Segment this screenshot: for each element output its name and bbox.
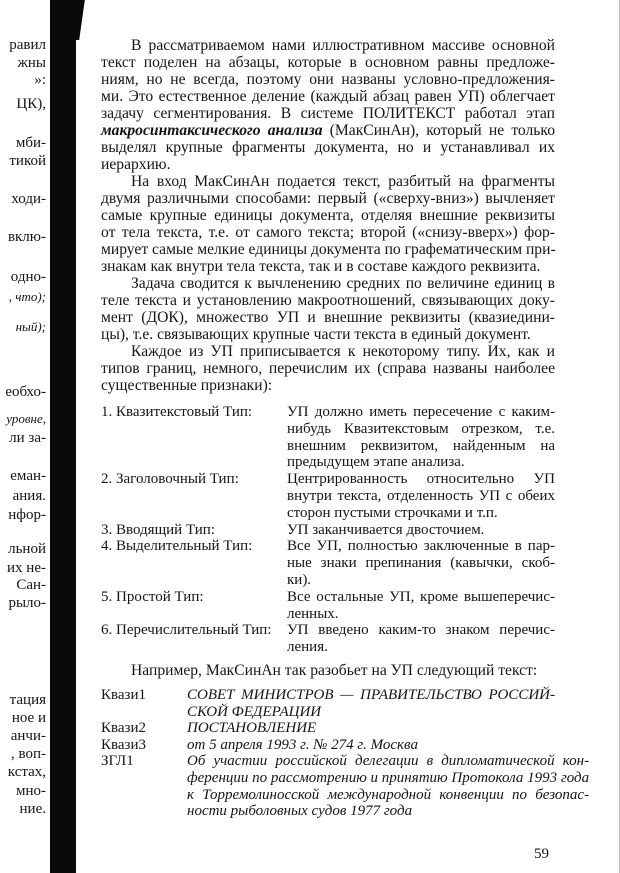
description-line: ки).: [287, 571, 312, 588]
facing-page-fragment: Сан-: [16, 577, 46, 593]
page-number: 59: [534, 846, 549, 862]
facing-page-fragment: нфор-: [8, 507, 46, 523]
text-line: от тела текста, т.е. от самого текста; второй («снизу-вверх») фор-: [101, 224, 555, 241]
text-line: задачу сегментирования. В системе ПОЛИТЕКСТ работал этап: [101, 105, 555, 122]
list-item: [101, 404, 555, 471]
facing-page-fragment: ное и: [11, 710, 46, 726]
facing-page-fragment: ли за-: [9, 430, 46, 446]
unit-type-name: 4. Выделительный Тип:: [101, 538, 253, 555]
description-line: УП введено каким-то знаком перечис-: [287, 622, 555, 639]
segment-text: [187, 720, 555, 737]
description-line: сторон пустыми строчками и т.п.: [287, 504, 498, 521]
description-line: нибудь Квазитекстовым отрезком, т.е.: [287, 420, 555, 437]
paragraph: [101, 37, 555, 173]
facing-page-fragment: ЦК),: [16, 96, 46, 112]
segment-text: [187, 737, 555, 754]
description-line: внутри текста, отделенность УП с обеих: [287, 487, 555, 504]
facing-page-fragment: одно-: [10, 269, 46, 285]
facing-page-fragment: уровне,: [6, 411, 46, 426]
facing-page-fragment: равил: [9, 37, 46, 53]
facing-page-fragment: их не-: [7, 560, 46, 576]
bold-term: макросинтаксического анализа: [101, 122, 323, 139]
segment-text: [187, 753, 589, 819]
description-line: Центрированность относительно УП: [287, 471, 555, 488]
description-line: ления.: [287, 639, 328, 656]
facing-page-fragment: , что);: [8, 289, 46, 304]
facing-page-fragment: ходи-: [11, 191, 46, 207]
facing-page-fragment: жны: [17, 55, 46, 71]
segment-label: Квази3: [101, 736, 146, 753]
unit-type-description: [287, 471, 555, 521]
facing-page-fragment: мби-: [15, 135, 46, 151]
unit-type-name: 5. Простой Тип:: [101, 588, 204, 605]
text-line: знакам как внутри тела текста, так и в составе каждого реквизита.: [101, 258, 541, 275]
segment-line: СОВЕТ МИНИСТРОВ — ПРАВИТЕЛЬСТВО РОССИЙ-: [187, 686, 555, 703]
facing-page-fragment: мно-: [15, 783, 46, 799]
unit-type-name: 6. Перечислительный Тип:: [101, 622, 272, 639]
text-line: На вход МакСинАн подается текст, разбитый на фрагменты: [131, 173, 555, 190]
facing-page-fragment: льной: [8, 541, 46, 557]
list-item: [101, 471, 555, 521]
facing-page-fragment: еобхо-: [5, 384, 46, 400]
text-line: типов границ, немного, перечислим их (справа названы наиболее: [101, 360, 555, 377]
book-spine-shadow: [50, 0, 76, 873]
text-line: текст поделен на абзацы, которые в основном равны предложе-: [101, 54, 555, 71]
facing-page-fragment: тация: [9, 692, 46, 708]
description-line: УП должно иметь пересечение с каким-: [287, 404, 555, 420]
segment-text: [187, 687, 555, 720]
paragraph: [101, 275, 555, 343]
facing-page-fragment: тикой: [9, 153, 46, 169]
facing-page-fragment: еман-: [10, 468, 46, 484]
text-line: двумя различными способами: первый («сверху-вниз») вычленяет: [101, 190, 555, 207]
segment-line: к Торремолиносской международной конвенции по безопас-: [187, 786, 590, 803]
description-line: ные знаки препинания (кавычки, скоб-: [287, 555, 555, 572]
facing-page-fragment: ние.: [19, 801, 46, 817]
description-line: Все остальные УП, кроме вышеперечис-: [287, 588, 555, 605]
text-line: ниям, но не всегда, поэтому они названы условно-предложения-: [101, 71, 555, 88]
example-row: [101, 720, 555, 737]
example-row: [101, 687, 555, 720]
unit-type-description: [287, 538, 555, 588]
facing-page-fragment: ания.: [12, 488, 46, 504]
description-line: предыдущем этапе анализа.: [287, 454, 465, 471]
description-line: УП заканчивается двосточием.: [287, 521, 485, 538]
segment-line: от 5 апреля 1993 г. № 274 г. Москва: [187, 736, 418, 753]
example-segmentation: [101, 686, 590, 820]
example-intro-text: Например, МакСинАн так разобьет на УП следующий текст:: [131, 661, 538, 679]
segment-line: Об участии российской делегации в дипломатической кон-: [187, 753, 590, 770]
text-line: Задача сводится к вычленению средних по величине единиц в: [131, 275, 555, 292]
unit-type-description: [287, 622, 555, 656]
list-item: [101, 522, 555, 539]
description-line: ленных.: [287, 605, 339, 622]
segment-line: СКОЙ ФЕДЕРАЦИИ: [187, 703, 322, 720]
text-line: мирует самые мелкие единицы документа по графематическим при-: [101, 241, 556, 258]
text-line: самые крупные единицы документа, отделяя внешние реквизиты: [101, 207, 555, 224]
text-line: иерархию.: [101, 156, 171, 173]
unit-types-list: [101, 404, 555, 656]
text-line: существенные признаки):: [101, 377, 273, 394]
facing-page-fragment: кстах,: [7, 764, 46, 780]
paragraph: [101, 173, 555, 275]
segment-label: ЗГЛ1: [101, 753, 134, 770]
unit-type-name: 2. Заголовочный Тип:: [101, 471, 239, 488]
description-line: Все УП, полностью заключенные в пар-: [287, 538, 555, 555]
facing-page-fragment: , воп-: [10, 746, 46, 762]
list-item: [101, 622, 555, 656]
text-line: мент (ДОК), множество УП и внешние реквизиты (квазиедини-: [101, 309, 555, 326]
list-item: [101, 589, 555, 623]
facing-page-fragment: вклю-: [7, 229, 46, 245]
page-content: [101, 37, 590, 820]
segment-line: ности рыболовных судов 1977 года: [187, 803, 413, 820]
book-spine-shadow-top: [57, 0, 85, 40]
segment-label: Квази2: [101, 720, 146, 737]
body-text: [101, 37, 555, 394]
list-item: [101, 538, 555, 588]
facing-page-fragment: »:: [34, 72, 46, 88]
unit-type-description: [287, 589, 555, 623]
text-line: цы), т.е. связывающих крупные части текста в единый документ.: [101, 326, 531, 343]
unit-type-name: 3. Вводящий Тип:: [101, 521, 215, 538]
facing-page-fragment: ный);: [15, 319, 46, 334]
paragraph: [101, 343, 555, 394]
facing-page-fragment: рыло-: [8, 595, 46, 611]
text-line: Каждое из УП приписывается к некоторому типу. Их, как и: [131, 343, 555, 360]
text-line: ми. Это естественное деление (каждый абзац равен УП) облегчает: [101, 88, 555, 105]
facing-page-fragment: анчи-: [10, 728, 46, 744]
description-line: внешним реквизитом, найденным на: [287, 437, 555, 454]
text-line: макросинтаксического анализа (МакСинАн), который не только: [101, 122, 556, 139]
example-row: [101, 737, 555, 754]
segment-line: ференции по рассмотрению и принятию Протокола 1993 года: [187, 769, 590, 786]
segment-label: Квази1: [101, 686, 146, 703]
text-line: теле текста и установлению макроотношений, связывающих доку-: [101, 292, 555, 309]
example-row: [101, 753, 590, 820]
segment-line: ПОСТАНОВЛЕНИЕ: [187, 720, 317, 737]
text-line: В рассматриваемом нами иллюстративном массиве основной: [131, 37, 555, 54]
unit-type-description: [287, 522, 555, 539]
example-intro: [101, 662, 555, 679]
text-line: выделял крупные фрагменты документа, но и устанавливал их: [101, 139, 555, 156]
unit-type-description: [287, 404, 555, 471]
unit-type-name: 1. Квазитекстовый Тип:: [101, 404, 253, 420]
